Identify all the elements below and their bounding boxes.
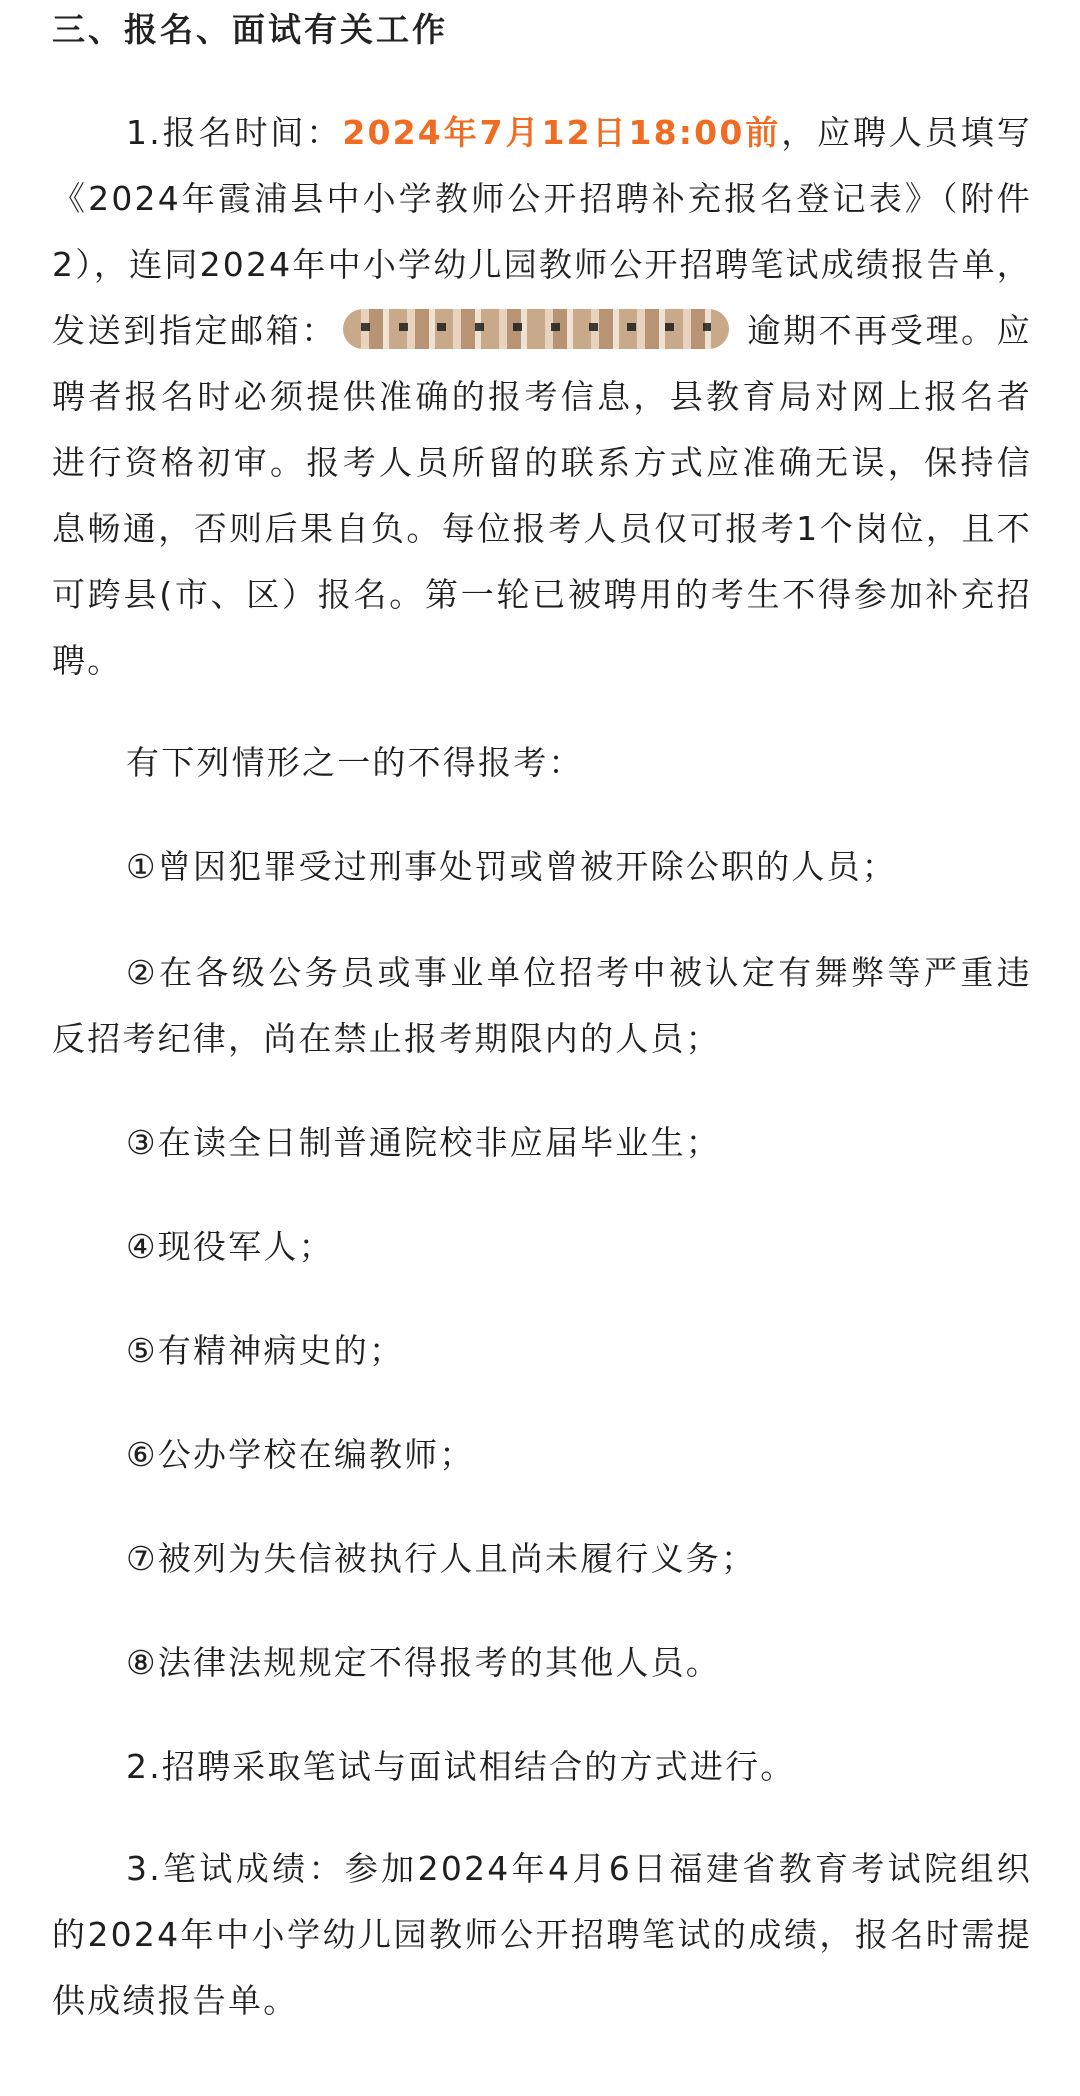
- exclusion-item-8: ⑧法律法规规定不得报考的其他人员。: [126, 1643, 721, 1682]
- registration-paragraph: [52, 100, 1032, 694]
- redacted-email-mark: [343, 309, 729, 349]
- registration-text-a: ，应聘人员填写《2024年霞浦县中小学教师公开招聘补充报名登记表》（附件2），连同2024年中小学幼儿园教师公开招聘笔试成绩报告单，发送到指定邮箱：: [52, 113, 1033, 350]
- exclusion-item-4: ④现役军人；: [126, 1227, 334, 1266]
- exclusion-item-2: ②在各级公务员或事业单位招考中被认定有舞弊等严重违反招考纪律，尚在禁止报考期限内的人员；: [52, 953, 1032, 1058]
- exclusion-item-3: ③在读全日制普通院校非应届毕业生；: [126, 1123, 721, 1162]
- exclusion-item-5: ⑤有精神病史的；: [126, 1331, 405, 1370]
- registration-deadline: 2024年7月12日18:00前: [342, 113, 782, 152]
- registration-prefix: 1.报名时间：: [126, 113, 343, 152]
- method-paragraph: 2.招聘采取笔试与面试相结合的方式进行。: [126, 1747, 796, 1786]
- exclusion-item-6: ⑥公办学校在编教师；: [126, 1435, 475, 1474]
- written-exam-paragraph: 3.笔试成绩：参加2024年4月6日福建省教育考试院组织的2024年中小学幼儿园教师公开招聘笔试的成绩，报名时需提供成绩报告单。: [52, 1849, 1032, 2020]
- exclusion-item-7: ⑦被列为失信被执行人且尚未履行义务；: [126, 1539, 757, 1578]
- section-heading: 三、报名、面试有关工作: [52, 10, 448, 49]
- exclusion-intro: 有下列情形之一的不得报考：: [126, 743, 584, 782]
- registration-text-b: 逾期不再受理。应聘者报名时必须提供准确的报考信息，县教育局对网上报名者进行资格初审。报考人员所留的联系方式应准确无误，保持信息畅通，否则后果自负。每位报考人员仅可报考1个岗位，且不可跨县(市、区）报名。第一轮已被聘用的考生不得参加补充招聘。: [52, 311, 1032, 680]
- exclusion-item-1: ①曾因犯罪受过刑事处罚或曾被开除公职的人员；: [126, 847, 897, 886]
